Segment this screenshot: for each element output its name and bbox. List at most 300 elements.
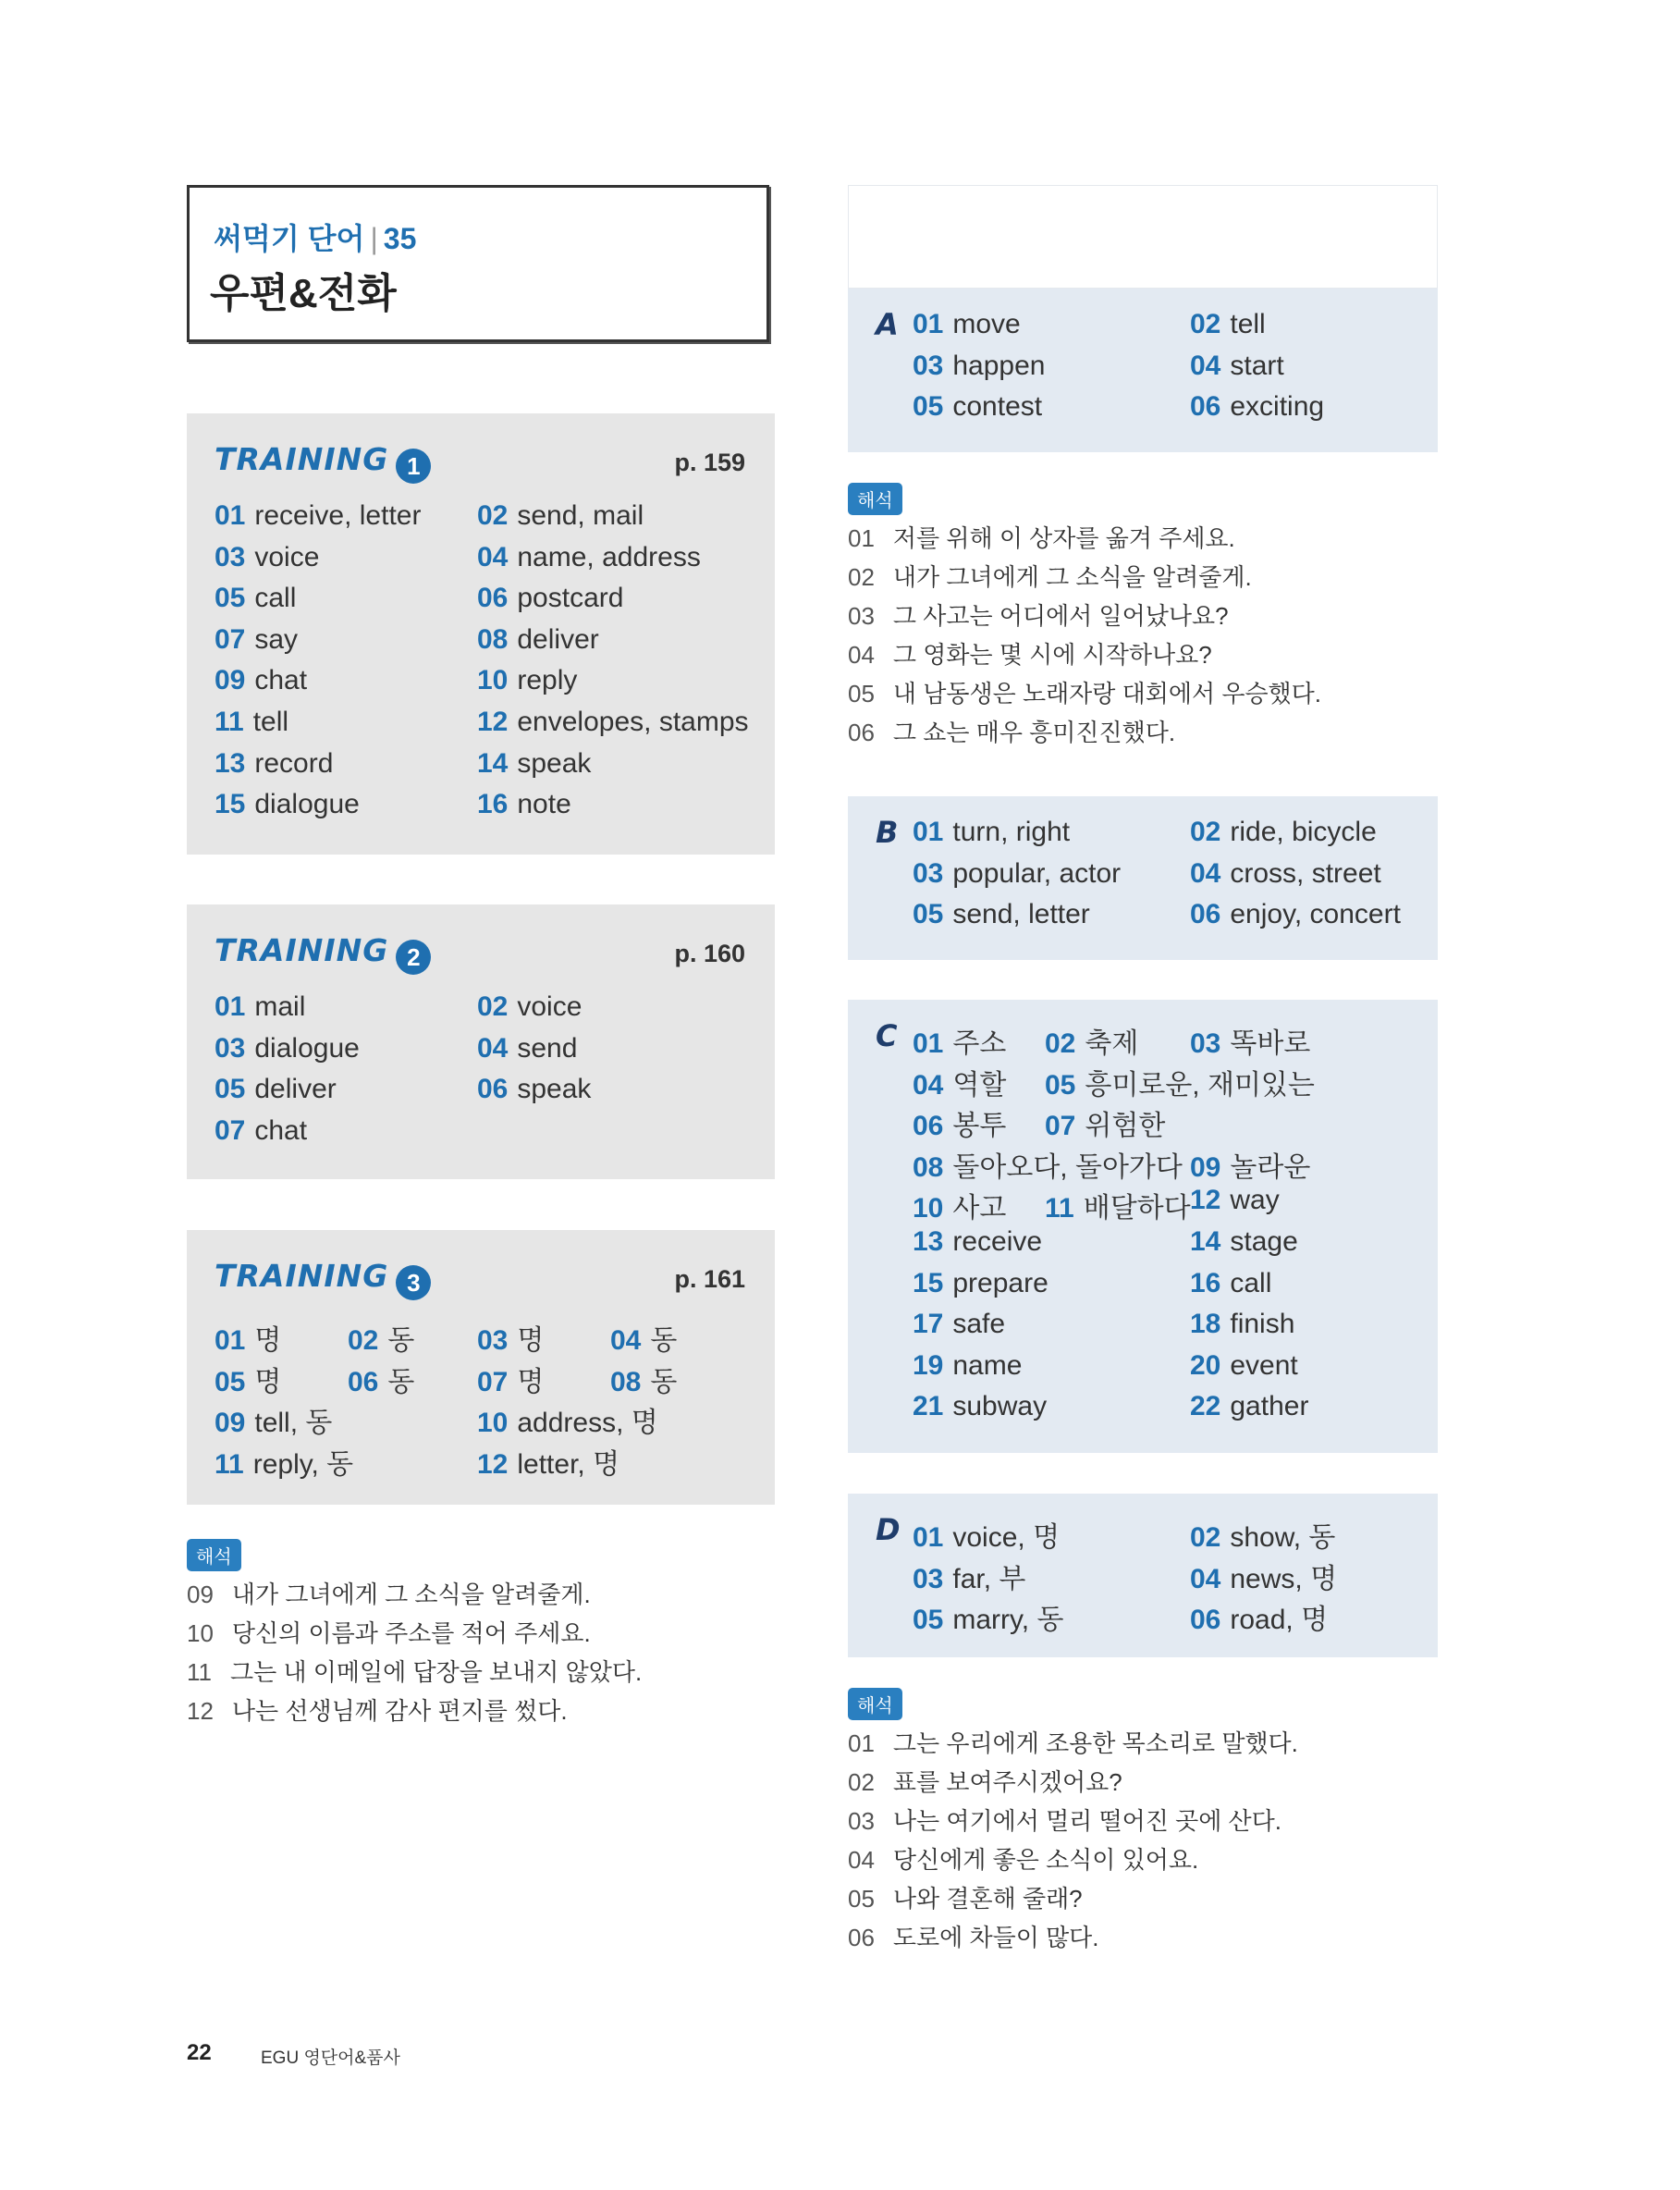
line-number: 09: [187, 1581, 214, 1608]
translation-line: [848, 1841, 1198, 1876]
item-answer: 동: [387, 1325, 415, 1356]
item-answer: deliver: [517, 623, 599, 655]
item-number: 06: [477, 1074, 509, 1105]
answer-item: [215, 1317, 281, 1358]
line-number: 06: [848, 1924, 875, 1951]
answer-item: [1190, 899, 1401, 930]
translation-line: [848, 1880, 1083, 1914]
answer-item: [913, 1020, 1006, 1061]
answer-item: [610, 1359, 677, 1399]
line-text: 그 사고는 어디에서 일어났나요?: [892, 602, 1229, 630]
answer-item: [477, 748, 591, 780]
line-text: 그는 내 이메일에 답장을 보내지 않았다.: [230, 1658, 643, 1686]
answer-item: [610, 1317, 677, 1358]
item-answer: receive: [952, 1226, 1043, 1257]
answer-item: [477, 707, 749, 738]
item-answer: news, 명: [1230, 1563, 1338, 1594]
answer-item: [913, 351, 1045, 382]
item-answer: 봉투: [952, 1111, 1007, 1142]
item-number: 05: [215, 583, 246, 614]
training-label: TRAINING: [215, 932, 389, 968]
item-answer: name, address: [517, 541, 701, 572]
translation-line: [187, 1576, 591, 1610]
item-answer: name: [952, 1349, 1023, 1381]
item-answer: 똑바로: [1230, 1028, 1311, 1059]
item-number: 03: [1190, 1028, 1221, 1059]
title-box: [187, 185, 769, 342]
item-answer: show, 동: [1230, 1522, 1336, 1553]
training-1-panel: [187, 413, 775, 855]
item-answer: tell: [1230, 309, 1266, 339]
line-number: 03: [848, 1807, 875, 1835]
item-answer: prepare: [952, 1267, 1048, 1298]
answer-item: [913, 1309, 1005, 1340]
item-number: 13: [215, 747, 246, 779]
answer-item: [1190, 309, 1266, 340]
item-number: 10: [477, 1408, 509, 1439]
answer-item: [477, 542, 701, 573]
item-number: 03: [215, 1032, 246, 1064]
item-number: 02: [477, 500, 509, 531]
answer-item: [913, 309, 1021, 340]
item-number: 02: [1190, 817, 1221, 847]
item-number: 04: [1190, 1563, 1221, 1594]
answer-item: [215, 1074, 337, 1105]
item-answer: record: [254, 747, 334, 779]
line-number: 05: [848, 1885, 875, 1913]
item-number: 07: [477, 1366, 509, 1397]
item-answer: enjoy, concert: [1230, 899, 1401, 930]
training-1-heading: [215, 441, 431, 482]
item-number: 01: [215, 1325, 246, 1356]
line-text: 내가 그녀에게 그 소식을 알려줄게.: [231, 1581, 591, 1608]
answer-item: [477, 1399, 658, 1440]
line-text: 그 쇼는 매우 흥미진진했다.: [892, 719, 1176, 746]
item-number: 03: [913, 857, 944, 889]
item-number: 07: [215, 623, 246, 655]
item-number: 03: [477, 1325, 509, 1356]
item-number: 02: [348, 1325, 379, 1356]
line-text: 내 남동생은 노래자랑 대회에서 우승했다.: [892, 680, 1322, 707]
item-number: 20: [1190, 1349, 1221, 1381]
item-answer: say: [254, 623, 299, 655]
section-a-translation: [848, 483, 1438, 751]
item-answer: receive, letter: [254, 500, 422, 531]
item-number: 03: [215, 541, 246, 572]
item-answer: finish: [1230, 1309, 1295, 1340]
item-answer: dialogue: [254, 1032, 360, 1064]
item-number: 01: [215, 500, 246, 531]
item-number: 10: [477, 665, 509, 696]
answer-item: [913, 1185, 1006, 1225]
translation-badge: 해석: [187, 1539, 241, 1571]
item-answer: envelopes, stamps: [517, 707, 749, 737]
answer-item: [913, 391, 1042, 423]
item-number: 13: [913, 1226, 944, 1257]
item-answer: 명: [254, 1366, 282, 1397]
line-number: 10: [187, 1619, 214, 1647]
series-name: 써먹기 단어: [214, 222, 365, 255]
item-number: 11: [1045, 1193, 1074, 1224]
item-answer: stage: [1230, 1226, 1298, 1257]
item-answer: reply: [517, 665, 578, 696]
item-answer: 명: [517, 1325, 545, 1356]
answer-item: [1045, 1020, 1138, 1061]
line-number: 04: [848, 1846, 875, 1874]
item-number: 07: [1045, 1111, 1076, 1142]
translation-line: [187, 1615, 591, 1649]
item-number: 19: [913, 1349, 944, 1381]
item-number: 03: [913, 1563, 944, 1594]
item-answer: 명: [254, 1325, 282, 1356]
item-number: 02: [1190, 1522, 1221, 1553]
left-translation: [187, 1539, 779, 1724]
answer-item: [215, 1441, 353, 1482]
item-answer: voice: [517, 991, 582, 1022]
answer-item: [477, 1441, 619, 1482]
line-number: 11: [187, 1658, 212, 1686]
answer-item: [913, 1350, 1022, 1382]
item-number: 06: [477, 583, 509, 614]
answer-item: [215, 1033, 360, 1064]
answer-item: [215, 665, 307, 696]
item-number: 06: [913, 1111, 944, 1142]
item-number: 01: [913, 817, 944, 847]
answer-item: [215, 500, 421, 532]
item-answer: 주소: [952, 1028, 1007, 1059]
item-number: 15: [913, 1267, 944, 1298]
item-answer: reply, 동: [252, 1448, 354, 1480]
translation-line: [187, 1654, 642, 1688]
page-number: 22: [187, 2040, 212, 2065]
training-3-panel: [187, 1230, 775, 1505]
line-text: 그 영화는 몇 시에 시작하나요?: [892, 641, 1212, 669]
item-answer: speak: [517, 747, 592, 779]
answer-item: [477, 500, 644, 532]
item-answer: 위험한: [1085, 1111, 1166, 1142]
item-answer: happen: [952, 350, 1046, 381]
answer-item: [215, 542, 319, 573]
item-number: 15: [215, 789, 246, 820]
item-answer: call: [1230, 1267, 1272, 1298]
item-number: 09: [1190, 1151, 1221, 1183]
item-number: 14: [1190, 1226, 1221, 1257]
item-number: 18: [1190, 1309, 1221, 1340]
item-number: 01: [913, 309, 944, 339]
unit-number: 35: [383, 222, 417, 255]
item-number: 06: [1190, 391, 1221, 423]
item-answer: 명: [517, 1366, 545, 1397]
item-number: 02: [477, 991, 509, 1022]
answer-item: [477, 624, 599, 656]
item-answer: road, 명: [1230, 1605, 1329, 1636]
translation-badge: 해석: [848, 483, 902, 515]
training-label: TRAINING: [215, 1258, 389, 1294]
item-answer: turn, right: [952, 817, 1071, 847]
item-answer: 동: [387, 1366, 415, 1397]
answer-item: [477, 1359, 544, 1399]
item-answer: 놀라운: [1230, 1151, 1311, 1183]
item-number: 05: [1045, 1069, 1076, 1101]
item-answer: contest: [952, 391, 1043, 423]
translation-line: [187, 1692, 568, 1727]
item-number: 01: [913, 1522, 944, 1553]
line-number: 05: [848, 680, 875, 707]
line-text: 나와 결혼해 줄래?: [892, 1885, 1083, 1913]
item-number: 22: [1190, 1391, 1221, 1422]
item-number: 08: [477, 623, 509, 655]
item-number: 04: [1190, 350, 1221, 381]
line-number: 02: [848, 563, 875, 591]
section-letter: C: [876, 1018, 898, 1053]
item-number: 04: [1190, 857, 1221, 889]
translation-line: [848, 1802, 1281, 1837]
series-heading: 써먹기 단어 | 35: [214, 222, 417, 255]
answer-item: [477, 1074, 591, 1105]
answer-item: [1190, 1596, 1328, 1637]
answer-item: [913, 899, 1090, 930]
answer-item: [1190, 1144, 1310, 1185]
line-text: 도로에 차들이 많다.: [892, 1924, 1099, 1951]
item-number: 04: [477, 1032, 509, 1064]
answer-item: [215, 991, 305, 1023]
item-answer: call: [254, 583, 297, 614]
item-number: 14: [477, 747, 509, 779]
item-number: 05: [913, 899, 944, 930]
translation-line: [848, 597, 1229, 632]
answer-item: [1190, 1268, 1271, 1299]
item-answer: postcard: [517, 583, 624, 614]
item-answer: 축제: [1085, 1028, 1139, 1059]
section-letter: B: [876, 815, 899, 850]
answer-item: [1190, 858, 1381, 890]
item-answer: marry, 동: [952, 1605, 1064, 1636]
line-text: 내가 그녀에게 그 소식을 알려줄게.: [892, 563, 1252, 591]
item-answer: move: [952, 309, 1021, 339]
answer-item: [215, 707, 288, 738]
training-2-panel: [187, 904, 775, 1179]
answer-header-strip: [848, 185, 1438, 289]
item-number: 10: [913, 1193, 944, 1224]
item-answer: 배달하다: [1083, 1193, 1191, 1224]
item-number: 06: [348, 1366, 379, 1397]
item-answer: tell, 동: [254, 1408, 333, 1439]
item-answer: chat: [254, 665, 308, 696]
item-answer: 흥미로운, 재미있는: [1085, 1069, 1315, 1101]
translation-line: [848, 559, 1252, 593]
item-answer: popular, actor: [952, 857, 1122, 889]
line-number: 03: [848, 602, 875, 630]
answer-item: [1045, 1185, 1191, 1225]
item-number: 04: [610, 1325, 642, 1356]
answer-item: [215, 624, 298, 656]
answer-item: [913, 1514, 1060, 1555]
answer-item: [1045, 1102, 1165, 1143]
item-answer: send, mail: [517, 500, 644, 531]
answer-item: [1045, 1062, 1315, 1102]
item-answer: send, letter: [952, 899, 1090, 930]
item-number: 16: [477, 789, 509, 820]
item-answer: chat: [254, 1114, 308, 1146]
item-answer: mail: [254, 991, 306, 1022]
translation-line: [848, 1764, 1122, 1798]
answer-item: [215, 1359, 281, 1399]
item-number: 04: [913, 1069, 944, 1101]
answer-item: [348, 1359, 414, 1399]
answer-item: [1190, 391, 1324, 423]
topic-title: 우편&전화: [210, 271, 397, 316]
answer-item: [215, 789, 360, 820]
line-text: 당신에게 좋은 소식이 있어요.: [892, 1846, 1199, 1874]
page-reference: p. 161: [674, 1265, 745, 1293]
page-reference: p. 160: [674, 940, 745, 967]
item-number: 01: [913, 1028, 944, 1059]
item-number: 21: [913, 1391, 944, 1422]
answer-item: [1190, 1020, 1310, 1061]
translation-line: [848, 1725, 1298, 1759]
answer-item: [913, 1226, 1042, 1258]
item-answer: start: [1230, 350, 1284, 381]
answer-item: [913, 858, 1121, 890]
item-number: 12: [477, 707, 509, 737]
answer-item: [1190, 1350, 1298, 1382]
answer-item: [913, 1144, 1183, 1185]
answer-item: [215, 583, 296, 614]
answer-item: [215, 1399, 332, 1440]
answer-item: [1190, 1391, 1308, 1422]
answer-item: [913, 1268, 1048, 1299]
line-text: 저를 위해 이 상자를 옮겨 주세요.: [892, 524, 1235, 552]
answer-item: [1190, 1556, 1337, 1596]
translation-line: [848, 636, 1212, 671]
item-number: 08: [610, 1366, 642, 1397]
section-d-translation: [848, 1688, 1438, 1956]
item-answer: send: [517, 1032, 578, 1064]
item-answer: note: [517, 789, 571, 820]
item-number: 05: [215, 1074, 246, 1105]
item-answer: cross, street: [1230, 857, 1381, 889]
item-number: 06: [1190, 1605, 1221, 1636]
line-number: 01: [848, 1729, 875, 1757]
item-number: 03: [913, 350, 944, 381]
item-number: 01: [215, 991, 246, 1022]
training-2-heading: [215, 932, 431, 973]
item-number: 06: [1190, 899, 1221, 930]
training-number-badge: 1: [396, 449, 431, 484]
section-c-panel: [848, 1000, 1438, 1453]
page-reference: p. 159: [674, 449, 745, 476]
answer-item: [215, 1115, 307, 1147]
item-answer: ride, bicycle: [1230, 817, 1377, 847]
section-letter: A: [876, 307, 899, 342]
answer-item: [477, 583, 623, 614]
item-answer: 동: [650, 1366, 678, 1397]
answer-item: [215, 748, 333, 780]
item-number: 09: [215, 1408, 246, 1439]
training-label: TRAINING: [215, 441, 389, 477]
item-number: 04: [477, 541, 509, 572]
line-text: 당신의 이름과 주소를 적어 주세요.: [231, 1619, 591, 1647]
translation-line: [848, 520, 1235, 554]
item-number: 02: [1045, 1028, 1076, 1059]
answer-item: [913, 1062, 1006, 1102]
line-text: 그는 우리에게 조용한 목소리로 말했다.: [892, 1729, 1298, 1757]
answer-item: [477, 991, 582, 1023]
item-number: 07: [215, 1114, 246, 1146]
section-a-panel: [848, 289, 1438, 452]
item-number: 05: [913, 391, 944, 423]
line-number: 01: [848, 524, 875, 552]
item-answer: deliver: [254, 1074, 337, 1105]
answer-item: [477, 1033, 577, 1064]
translation-line: [848, 675, 1321, 709]
answer-item: [913, 1556, 1025, 1596]
answer-item: [477, 665, 577, 696]
item-number: 02: [1190, 309, 1221, 339]
translation-line: [848, 1919, 1099, 1953]
line-number: 02: [848, 1768, 875, 1796]
translation-badge: 해석: [848, 1688, 902, 1720]
item-answer: dialogue: [254, 789, 360, 820]
item-answer: event: [1230, 1349, 1298, 1381]
line-text: 나는 여기에서 멀리 떨어진 곳에 산다.: [892, 1807, 1282, 1835]
item-answer: voice, 명: [952, 1522, 1061, 1553]
item-answer: 사고: [952, 1193, 1007, 1224]
answer-item: [348, 1317, 414, 1358]
item-number: 05: [913, 1605, 944, 1636]
item-answer: letter, 명: [517, 1448, 620, 1480]
answer-item: [913, 1391, 1047, 1422]
section-letter: D: [876, 1512, 901, 1547]
line-number: 06: [848, 719, 875, 746]
item-answer: way: [1230, 1185, 1280, 1216]
item-number: 12: [477, 1448, 509, 1480]
line-number: 12: [187, 1697, 214, 1725]
section-b-panel: [848, 796, 1438, 960]
item-number: 12: [1190, 1185, 1221, 1216]
training-number-badge: 3: [396, 1265, 431, 1300]
line-text: 나는 선생님께 감사 편지를 썼다.: [231, 1697, 568, 1725]
item-answer: speak: [517, 1074, 592, 1105]
answer-item: [1190, 1185, 1280, 1216]
item-answer: voice: [254, 541, 320, 572]
answer-item: [1190, 1514, 1335, 1555]
answer-item: [477, 789, 571, 820]
book-title: EGU 영단어&품사: [261, 2049, 400, 2068]
item-answer: exciting: [1230, 391, 1325, 423]
answer-item: [1190, 1226, 1298, 1258]
item-number: 16: [1190, 1267, 1221, 1298]
item-number: 11: [215, 707, 244, 737]
item-answer: 동: [650, 1325, 678, 1356]
training-3-heading: [215, 1258, 431, 1298]
training-number-badge: 2: [396, 940, 431, 975]
translation-line: [848, 714, 1175, 748]
item-number: 08: [913, 1151, 944, 1183]
item-number: 09: [215, 665, 246, 696]
section-d-panel: [848, 1494, 1438, 1657]
answer-item: [913, 1102, 1006, 1143]
item-answer: gather: [1230, 1391, 1309, 1422]
answer-item: [1190, 1309, 1294, 1340]
item-answer: 돌아오다, 돌아가다: [952, 1151, 1183, 1183]
item-number: 17: [913, 1309, 944, 1340]
answer-item: [1190, 351, 1284, 382]
item-answer: safe: [952, 1309, 1006, 1340]
item-number: 05: [215, 1366, 246, 1397]
item-number: 11: [215, 1448, 244, 1480]
answer-item: [913, 817, 1070, 848]
